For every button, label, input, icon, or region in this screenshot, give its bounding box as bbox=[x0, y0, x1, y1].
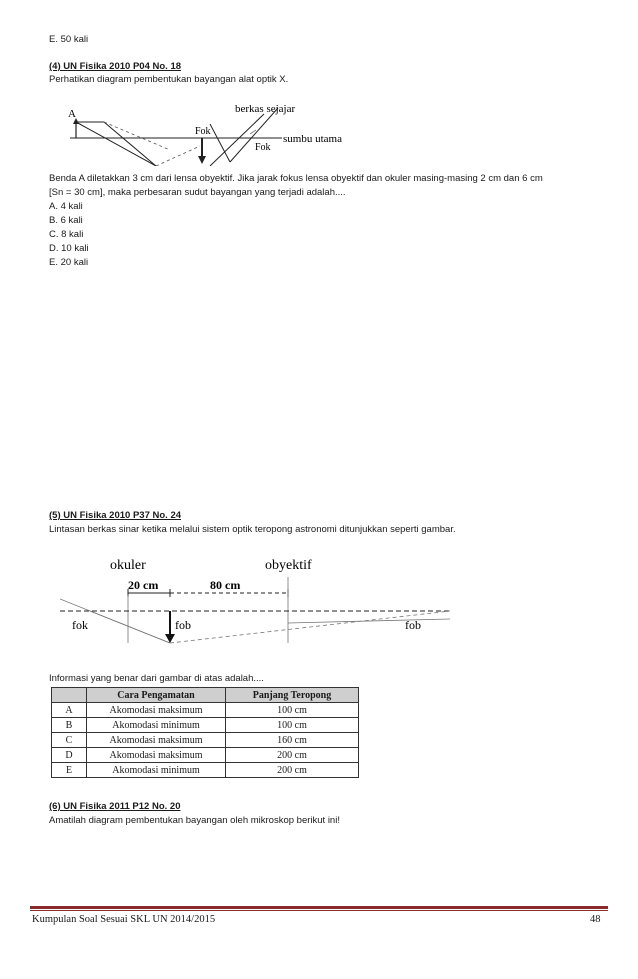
option-text: E. 50 kali bbox=[49, 34, 89, 45]
ray-dashed bbox=[104, 122, 170, 150]
ray bbox=[104, 122, 156, 166]
question-4-prompt: Perhatikan diagram pembentukan bayangan alat optik X. bbox=[49, 74, 289, 85]
footer-rule bbox=[30, 906, 608, 909]
table-cell: C bbox=[52, 733, 87, 748]
label-fob-right: fob bbox=[405, 618, 421, 632]
label-obyektif: obyektif bbox=[265, 558, 312, 573]
image-arrowhead bbox=[198, 156, 206, 164]
label-okuler: okuler bbox=[110, 558, 146, 573]
table-cell: 160 cm bbox=[226, 733, 359, 748]
label-a: A bbox=[68, 108, 76, 120]
table-row bbox=[52, 748, 359, 763]
question-4-heading: (4) UN Fisika 2010 P04 No. 18 bbox=[49, 61, 182, 72]
label-fob-mid: fob bbox=[175, 618, 191, 632]
table-cell: Akomodasi maksimum bbox=[87, 748, 226, 763]
answer-option-c: C. 8 kali bbox=[49, 229, 84, 240]
table-header-cell: Panjang Teropong bbox=[226, 688, 359, 703]
table-cell: B bbox=[52, 718, 87, 733]
label-fok-left: Fok bbox=[195, 126, 211, 137]
ray bbox=[90, 611, 170, 643]
question-4-body-line1: Benda A diletakkan 3 cm dari lensa obyektif. Jika jarak fokus lensa obyektif dan okuler masing-masing 2 cm dan 6 cm bbox=[49, 173, 543, 184]
ray bbox=[76, 122, 156, 166]
optical-diagram-x bbox=[60, 100, 380, 166]
table-cell: D bbox=[52, 748, 87, 763]
table-row bbox=[52, 733, 359, 748]
question-6-prompt: Amatilah diagram pembentukan bayangan oleh mikroskop berikut ini! bbox=[49, 815, 340, 826]
table-header-cell bbox=[52, 688, 87, 703]
table-row bbox=[52, 718, 359, 733]
page-number: 48 bbox=[590, 914, 601, 925]
table-header-row bbox=[52, 688, 359, 703]
table-row bbox=[52, 763, 359, 778]
table-cell: 200 cm bbox=[226, 748, 359, 763]
question-5-prompt: Lintasan berkas sinar ketika melalui sistem optik teropong astronomi ditunjukkan seperti gambar. bbox=[49, 524, 456, 535]
label-berkas-sejajar: berkas sejajar bbox=[235, 103, 296, 115]
question-5-heading: (5) UN Fisika 2010 P37 No. 24 bbox=[49, 510, 182, 521]
table-cell: 100 cm bbox=[226, 718, 359, 733]
table-cell: 200 cm bbox=[226, 763, 359, 778]
label-80cm: 80 cm bbox=[210, 578, 241, 592]
telescope-diagram bbox=[60, 553, 460, 653]
label-sumbu-utama: sumbu utama bbox=[283, 133, 342, 145]
label-20cm: 20 cm bbox=[128, 578, 159, 592]
table-cell: Akomodasi maksimum bbox=[87, 733, 226, 748]
question-5-question: Informasi yang benar dari gambar di atas adalah.... bbox=[49, 673, 264, 684]
label-fok: fok bbox=[72, 618, 88, 632]
table-cell: E bbox=[52, 763, 87, 778]
table-cell: Akomodasi minimum bbox=[87, 718, 226, 733]
question-4-body-line2: [Sn = 30 cm], maka perbesaran sudut bayangan yang terjadi adalah.... bbox=[49, 187, 346, 198]
answer-option-b: B. 6 kali bbox=[49, 215, 83, 226]
answer-option-a: A. 4 kali bbox=[49, 201, 83, 212]
table-cell: 100 cm bbox=[226, 703, 359, 718]
table-header-cell: Cara Pengamatan bbox=[87, 688, 226, 703]
ray bbox=[288, 619, 450, 623]
ray bbox=[230, 108, 278, 162]
table-cell: A bbox=[52, 703, 87, 718]
ray-dashed bbox=[156, 146, 200, 166]
footer-rule-thin bbox=[30, 910, 608, 911]
answer-option-d: D. 10 kali bbox=[49, 243, 89, 254]
question-6-heading: (6) UN Fisika 2011 P12 No. 20 bbox=[49, 801, 181, 812]
footer-title: Kumpulan Soal Sesuai SKL UN 2014/2015 bbox=[32, 914, 216, 925]
answer-option-e: E. 20 kali bbox=[49, 257, 89, 268]
table-cell: Akomodasi maksimum bbox=[87, 703, 226, 718]
table-row bbox=[52, 703, 359, 718]
answer-table bbox=[51, 687, 359, 778]
table-cell: Akomodasi minimum bbox=[87, 763, 226, 778]
label-fok-right: Fok bbox=[255, 142, 271, 153]
